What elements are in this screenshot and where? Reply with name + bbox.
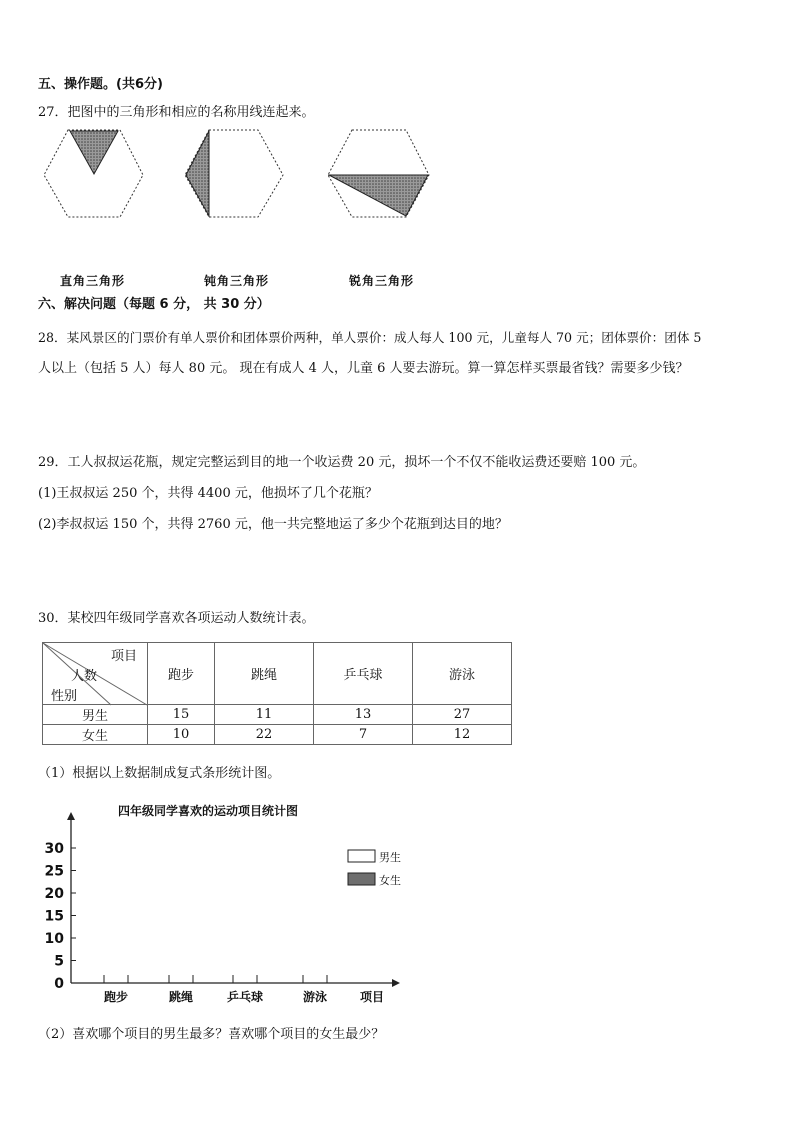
chart-title: 四年级同学喜欢的运动项目统计图 bbox=[118, 804, 299, 818]
question-27: 27．把图中的三角形和相应的名称用线连起来。 bbox=[38, 105, 315, 120]
header-gender: 性别 bbox=[51, 689, 78, 704]
question-28-line2: 人以上（包括 5 人）每人 80 元。 现在有成人 4 人，儿童 6 人要去游玩。算一算怎样买票最省钱？需要多少钱？ bbox=[38, 361, 689, 376]
label-right-triangle: 直角三角形 bbox=[60, 274, 126, 288]
x-axis-arrow-icon bbox=[392, 979, 400, 987]
legend-swatch bbox=[348, 873, 375, 885]
table-cell: 11 bbox=[215, 705, 314, 725]
y-tick-label: 15 bbox=[44, 908, 64, 925]
y-tick-label: 25 bbox=[44, 863, 64, 880]
column-header: 乒乓球 bbox=[314, 643, 413, 705]
legend-swatch bbox=[348, 850, 375, 862]
y-axis-arrow-icon bbox=[67, 812, 75, 820]
legend-label: 女生 bbox=[379, 874, 401, 887]
y-tick-label: 5 bbox=[54, 953, 64, 970]
question-29-part1: (1)王叔叔运 250 个，共得 4400 元，他损坏了几个花瓶？ bbox=[38, 486, 378, 501]
header-item: 项目 bbox=[110, 649, 137, 664]
table-cell: 10 bbox=[148, 725, 215, 745]
label-acute-triangle: 锐角三角形 bbox=[349, 274, 415, 288]
y-tick-label: 30 bbox=[44, 841, 64, 857]
y-tick-label: 10 bbox=[44, 931, 64, 947]
table-cell: 27 bbox=[413, 705, 512, 725]
y-tick-label: 20 bbox=[44, 886, 64, 902]
question-28-line1: 28．某风景区的门票价有单人票价和团体票价两种，单人票价：成人每人 100 元，儿童每人 70 元；团体票价：团体 5 bbox=[38, 330, 702, 345]
row-label: 女生 bbox=[43, 725, 148, 745]
x-tick-label: 跑步 bbox=[103, 990, 129, 1004]
column-header: 跑步 bbox=[148, 643, 215, 705]
header-count: 人数 bbox=[71, 669, 98, 684]
x-tick-label: 游泳 bbox=[302, 990, 328, 1004]
row-label: 男生 bbox=[43, 705, 148, 725]
column-header: 跳绳 bbox=[215, 643, 314, 705]
table-cell: 22 bbox=[215, 725, 314, 745]
label-obtuse-triangle: 钝角三角形 bbox=[204, 274, 270, 288]
table-cell: 7 bbox=[314, 725, 413, 745]
question-29-part2: (2)李叔叔运 150 个，共得 2760 元，他一共完整地运了多少个花瓶到达目的地？ bbox=[38, 517, 508, 532]
x-tick-label: 乒乓球 bbox=[226, 990, 264, 1004]
table-cell: 15 bbox=[148, 705, 215, 725]
x-axis-label: 项目 bbox=[359, 990, 385, 1004]
table-cell: 12 bbox=[413, 725, 512, 745]
y-tick-label: 0 bbox=[54, 976, 64, 992]
section6-heading: 六、解决问题（每题 6 分， 共 30 分） bbox=[38, 297, 270, 312]
table-cell: 13 bbox=[314, 705, 413, 725]
column-header: 游泳 bbox=[413, 643, 512, 705]
x-tick-label: 跳绳 bbox=[168, 990, 194, 1004]
question-29-intro: 29．工人叔叔运花瓶，规定完整运到目的地一个收运费 20 元，损坏一个不仅不能收运费还要赔 100 元。 bbox=[38, 455, 646, 470]
question-30-part1: （1）根据以上数据制成复式条形统计图。 bbox=[38, 766, 281, 781]
legend-label: 男生 bbox=[379, 851, 401, 864]
section5-heading: 五、操作题。(共6分) bbox=[38, 77, 163, 92]
question-30-intro: 30．某校四年级同学喜欢各项运动人数统计表。 bbox=[38, 611, 315, 626]
question-30-part2: （2）喜欢哪个项目的男生最多？喜欢哪个项目的女生最少？ bbox=[38, 1027, 385, 1042]
